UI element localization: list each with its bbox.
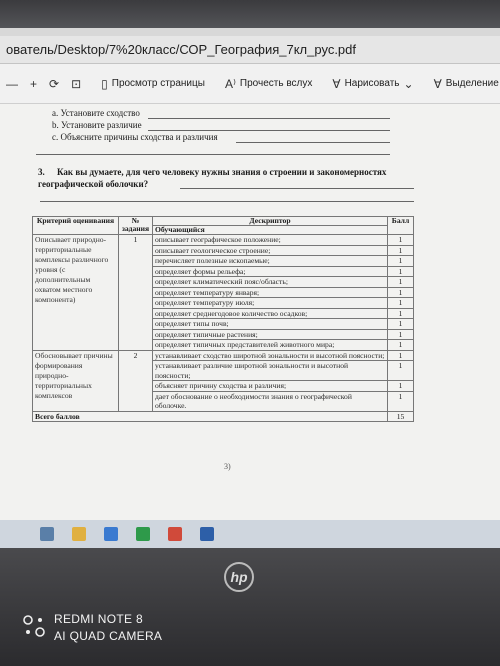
rotate-icon: ⟳ [49,76,60,91]
score-cell: 1 [388,350,414,361]
pdf-page [0,104,500,520]
descriptor-cell: определяет типы почв; [153,319,388,330]
descriptor-cell: определяет типичных представителей животного мира; [153,340,388,351]
task-number-cell: 2 [119,350,153,411]
score-cell: 1 [388,287,414,298]
descriptor-cell: определяет температуру июля; [153,298,388,309]
criterion-cell: Описывает природно-территориальные комплексы различного уровня (с дополнительным охватом местного компонента) [33,235,119,351]
answer-line [36,154,390,155]
read-aloud-button[interactable] [219,70,318,98]
word-icon[interactable] [200,527,214,541]
minus-icon: — [6,76,18,91]
descriptor-cell: устанавливает различие широтной зональности и высотной поясности; [153,361,388,381]
descriptor-cell: дает обоснование о необходимости знания о географической оболочке. [153,391,388,411]
pen-icon: ∀ [332,76,341,91]
view-page-label: Просмотр страницы [111,78,205,89]
rubric-table [32,216,414,422]
score-cell: 1 [388,308,414,319]
descriptor-cell: описывает географическое положение; [153,235,388,246]
score-cell: 1 [388,381,414,392]
question-3-text: Как вы думаете, для чего человеку нужны знания о строении и закономерностях географической оболочки? [38,167,387,189]
camera-watermark [22,611,162,645]
pdf-toolbar [0,64,500,104]
highlight-button[interactable] [428,70,500,98]
score-cell: 1 [388,256,414,267]
descriptor-cell: определяет типичные растения; [153,329,388,340]
laptop-screen [0,28,500,548]
draw-button[interactable] [326,70,419,98]
read-aloud-icon: A⁾ [224,76,236,91]
score-cell: 1 [388,361,414,381]
plus-icon: + [30,76,38,91]
hp-logo: hp [224,562,254,592]
score-cell: 1 [388,277,414,288]
descriptor-cell: перечисляет полезные ископаемые; [153,256,388,267]
question-3-number: 3. [38,167,45,177]
score-cell: 1 [388,245,414,256]
descriptor-cell: определяет температуру января; [153,287,388,298]
rotate-button[interactable] [43,70,65,98]
total-row [33,411,414,421]
descriptor-cell: описывает геологическое строение; [153,245,388,256]
answer-line [148,130,390,131]
watermark-camera: AI QUAD CAMERA [54,629,163,643]
header-descriptor-sub: Обучающийся [153,226,388,235]
header-descriptor: Дескриптор [153,217,388,226]
file-explorer-icon[interactable] [72,527,86,541]
address-text: ователь/Desktop/7%20класс/СОР_География_7кл_рус.pdf [6,42,356,57]
table-row [33,235,414,246]
draw-label: Нарисовать [344,78,400,89]
header-criterion: Критерий оценивания [33,217,119,235]
taskbar [0,520,500,548]
chevron-down-icon: ⌄ [403,76,414,91]
answer-line [236,142,390,143]
read-aloud-label: Прочесть вслух [239,78,313,89]
watermark-model: REDMI NOTE 8 [54,612,143,626]
descriptor-cell: объясняет причину сходства и различия; [153,381,388,392]
score-cell: 1 [388,266,414,277]
header-score: Балл [388,217,414,235]
task-number-cell: 1 [119,235,153,351]
start-icon[interactable] [40,527,54,541]
zoom-out-button[interactable] [0,70,24,98]
descriptor-cell: определяет климатический пояс/область; [153,277,388,288]
camera-lens-icon [22,614,46,642]
highlighter-icon: ∀ [433,76,442,91]
score-cell: 1 [388,235,414,246]
highlight-label: Выделение [445,78,499,89]
question-3 [38,166,428,190]
answer-line [148,118,390,119]
screen-top-bezel [0,0,500,30]
fit-page-icon: ⊡ [71,76,82,91]
app-icon[interactable] [136,527,150,541]
score-cell: 1 [388,329,414,340]
criterion-cell: Обосновывает причины формирования природно-территориальных комплексов [33,350,119,411]
descriptor-cell: устанавливает сходство широтной зональности и высотной поясности; [153,350,388,361]
item-b: b. Установите различие [52,120,142,130]
table-row [33,350,414,361]
laptop-bezel [0,548,500,666]
browser-icon[interactable] [104,527,118,541]
score-cell: 1 [388,340,414,351]
item-c: c. Объясните причины сходства и различия [52,132,218,142]
view-page-button[interactable] [95,70,211,98]
score-cell: 1 [388,391,414,411]
descriptor-cell: определяет формы рельефа; [153,266,388,277]
total-score: 15 [388,411,414,421]
header-task: № задания [119,217,153,235]
page-view-icon: ▯ [101,76,108,91]
item-a: a. Установите сходство [52,108,140,118]
descriptor-cell: определяет среднегодовое количество осадков; [153,308,388,319]
app-icon[interactable] [168,527,182,541]
zoom-in-button[interactable] [24,70,43,98]
score-cell: 1 [388,298,414,309]
fit-button[interactable] [65,70,87,98]
answer-line [40,201,414,202]
answer-line [180,188,414,189]
score-cell: 1 [388,319,414,330]
page-number: 3) [224,462,231,471]
total-label: Всего баллов [33,411,388,421]
address-bar[interactable] [0,36,500,64]
